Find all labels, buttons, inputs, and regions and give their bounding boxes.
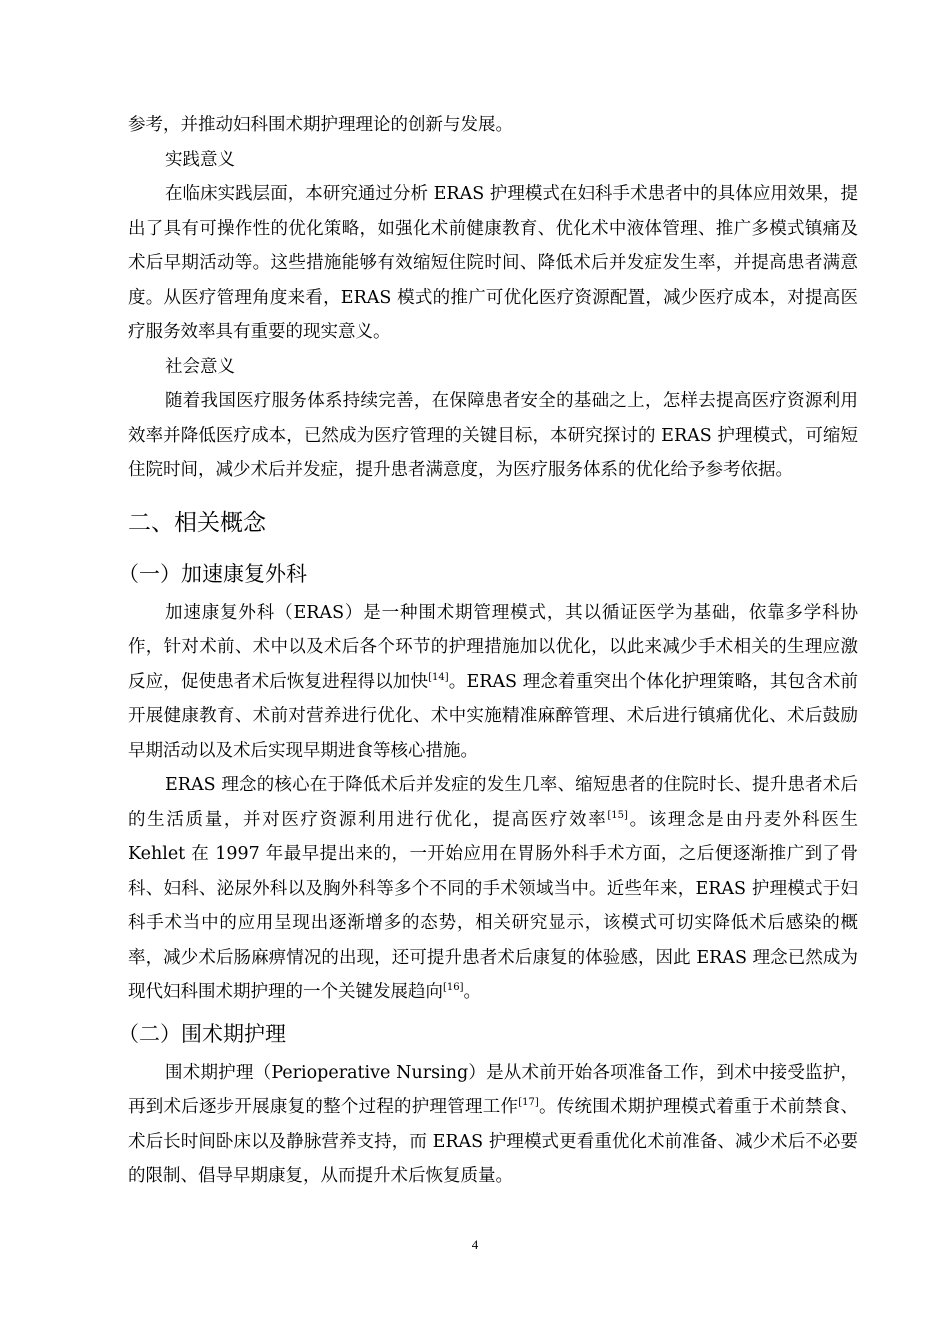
label-practical-significance: 实践意义 <box>165 149 235 170</box>
paragraph-eras-core <box>128 768 858 1010</box>
paragraph-eras-definition <box>128 596 858 769</box>
paragraph-intro-continuation: 参考，并推动妇科围术期护理理论的创新与发展。 <box>128 115 513 135</box>
text-run: 。 <box>463 982 482 1002</box>
paragraph-practical-significance: 在临床实践层面，本研究通过分析 ERAS 护理模式在妇科手术患者中的具体应用效果，提出了具有可操作性的优化策略，如强化术前健康教育、优化术中液体管理、推广多模式镇痛及术后早期活动等。这些措施能够有效缩短住院时间、降低术后并发症发生率，并提高患者满意度。从医疗管理角度来看，ERAS 模式的推广可优化医疗资源配置，减少医疗成本，对提高医疗服务效率具有重要的现实意义。 <box>128 184 858 342</box>
subsection-heading-eras: （一）加速康复外科 <box>118 561 307 586</box>
subsection-heading-perioperative: （二）围术期护理 <box>118 1021 286 1046</box>
text-run: 加速康复外科（ERAS）是一种围术期管理模式，其以循证医学为基础，依靠多学科协作，针对术前、术中以及术后各个环节的护理措施加以优化，以此来减少手术相关的生理应激反应，促使患者术后恢复进程得以加快 <box>128 602 858 692</box>
paragraph-social-significance: 随着我国医疗服务体系持续完善，在保障患者安全的基础之上，怎样去提高医疗资源利用效率并降低医疗成本，已然成为医疗管理的关键目标，本研究探讨的 ERAS 护理模式，可缩短住院时间，减少术后并发症，提升患者满意度，为医疗服务体系的优化给予参考依据。 <box>128 391 858 480</box>
document-body <box>118 108 859 1194</box>
section-heading-related-concepts: 二、相关概念 <box>128 509 266 536</box>
text-run: ERAS 理念的核心在于降低术后并发症的发生几率、缩短患者的住院时长、提升患者术后的生活质量，并对医疗资源利用进行优化，提高医疗效率 <box>128 775 858 830</box>
text-run: 。传统围术期护理模式着重于术前禁食、术后长时间卧床以及静脉营养支持，而 ERAS 护理模式更看重优化术前准备、减少术后不必要的限制、倡导早期康复，从而提升术后恢复质量。 <box>128 1097 859 1186</box>
text-run: 。该理念是由丹麦外科医生 Kehlet 在 1997 年最早提出来的，一开始应用在胃肠外科手术方面，之后便逐渐推广到了骨科、妇科、泌尿外科以及胸外科等多个不同的手术领域当中。近些年来，ERAS 护理模式于妇科手术当中的应用呈现出逐渐增多的态势，相关研究显示，该模式可切实降低术后感染的概率，减少术后肠麻痹情况的出现，还可提升患者术后康复的体验感，因此 ERAS 理念已然成为现代妇科围术期护理的一个关键发展趋向 <box>128 809 859 1002</box>
citation-ref-15: [15] <box>607 809 628 821</box>
text-run: 。ERAS 理念着重突出个体化护理策略，其包含术前开展健康教育、术前对营养进行优化、术中实施精准麻醉管理、术后进行镇痛优化、术后鼓励早期活动以及术后实现早期进食等核心措施。 <box>128 671 859 761</box>
citation-ref-14: [14] <box>428 671 449 683</box>
page-number: 4 <box>471 1237 479 1252</box>
text-run: 围术期护理（Perioperative Nursing）是从术前开始各项准备工作，到术中接受监护，再到术后逐步开展康复的整个过程的护理管理工作 <box>128 1062 858 1117</box>
paragraph-perioperative-nursing <box>128 1056 858 1194</box>
citation-ref-17: [17] <box>518 1097 539 1109</box>
citation-ref-16: [16] <box>443 982 464 994</box>
label-social-significance: 社会意义 <box>165 356 235 377</box>
